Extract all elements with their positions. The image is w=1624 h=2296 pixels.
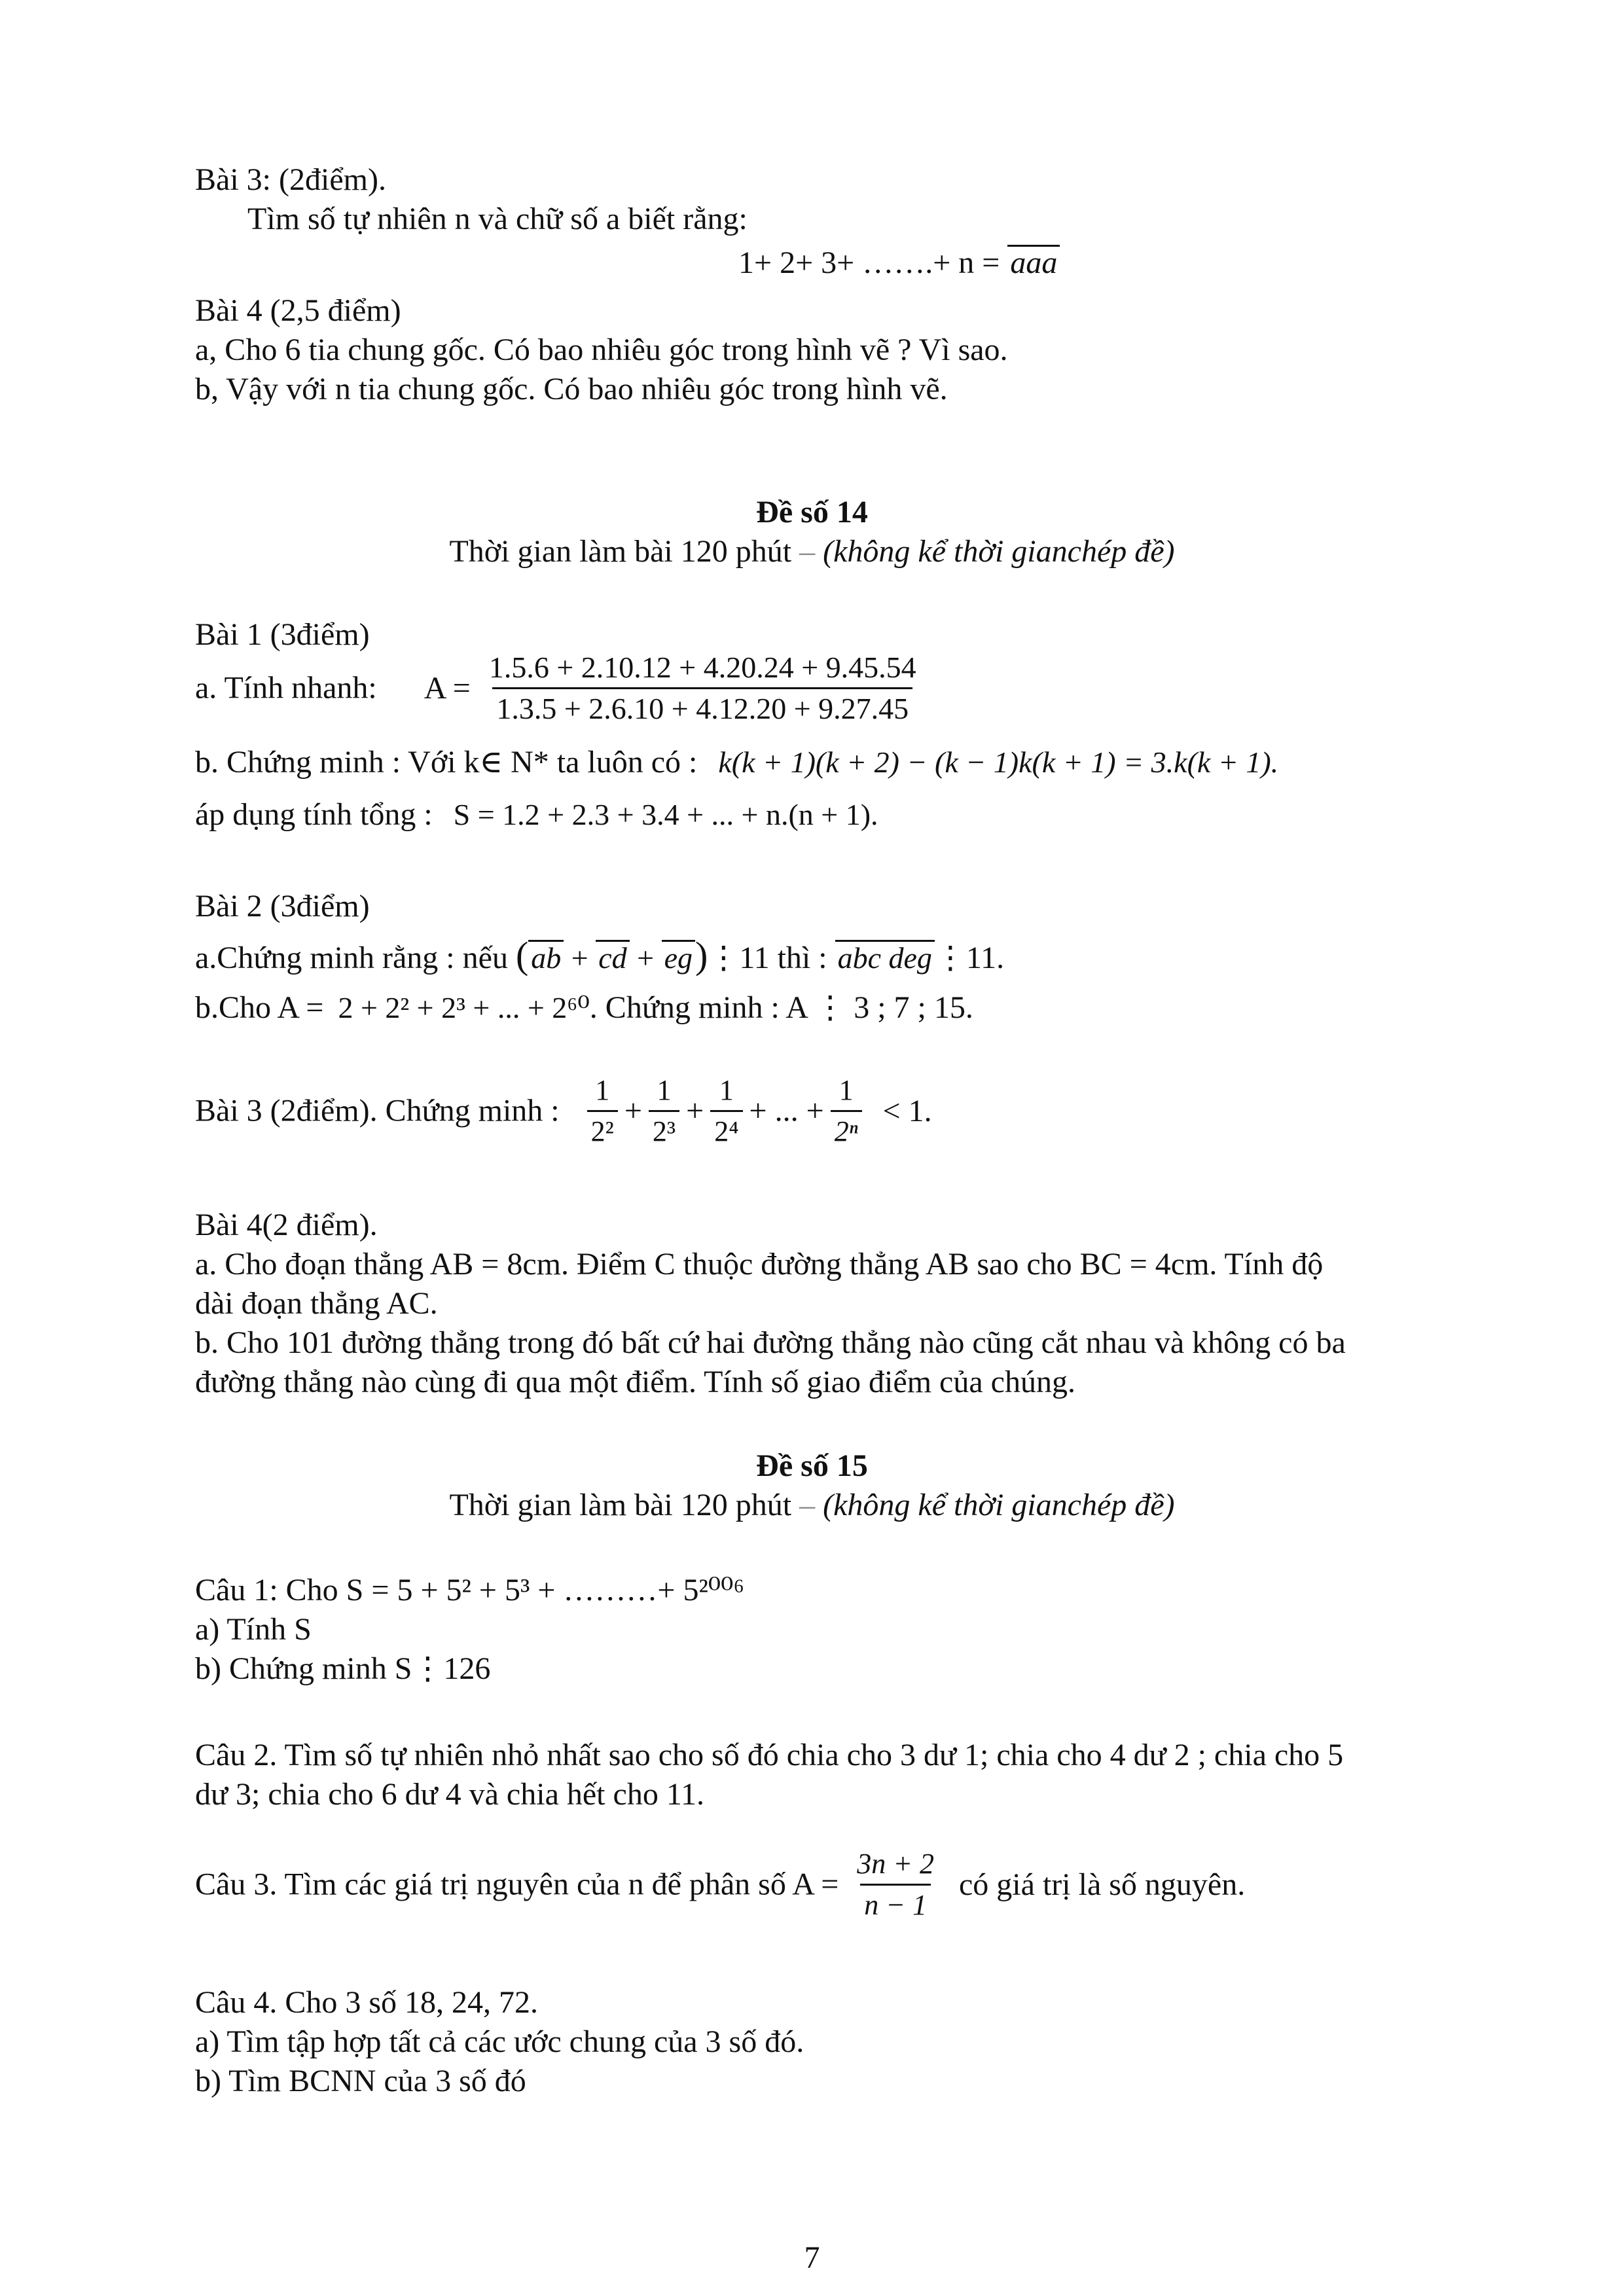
de14-time	[0, 532, 1624, 571]
de14-bai1-a-var: A =	[424, 670, 471, 706]
de14-bai2-a-div1: ⋮11 thì :	[708, 941, 827, 975]
de14-bai3-frac-3-num: 1	[719, 1074, 734, 1106]
de15-time-text: Thời gian làm bài 120 phút	[449, 1488, 792, 1522]
de15-cau3-label: Câu 3. Tìm các giá trị nguyên của n để phân số A =	[195, 1867, 839, 1902]
de14-bai2-a-label: a.Chứng minh rằng : nếu	[195, 941, 508, 975]
de14-bai1-c-label: áp dụng tính tổng :	[195, 797, 433, 832]
de15-cau1-title: Câu 1: Cho S = 5 + 5² + 5³ + ………+ 5²⁰⁰⁶	[195, 1573, 745, 1607]
de15-heading: Đề số 15	[756, 1448, 868, 1483]
de14-bai3-frac-1	[587, 1072, 618, 1150]
de14-bai1-c-formula: S = 1.2 + 2.3 + 3.4 + ... + n.(n + 1).	[453, 798, 878, 831]
de14-bai4-b2: đường thẳng nào cùng đi qua một điểm. Tính số giao điểm của chúng.	[195, 1365, 1075, 1399]
de14-bai4-a1: a. Cho đoạn thẳng AB = 8cm. Điểm C thuộc đường thẳng AB sao cho BC = 4cm. Tính độ	[195, 1247, 1324, 1282]
de14-heading: Đề số 14	[756, 495, 868, 529]
de15-cau2-l1: Câu 2. Tìm số tự nhiên nhỏ nhất sao cho số đó chia cho 3 dư 1; chia cho 4 dư 2 ; chia cho 5	[195, 1738, 1344, 1772]
de14-bai3-plus-2: +	[686, 1093, 704, 1128]
de14-bai2-a-abcdeg: abc deg	[835, 940, 935, 975]
de14-bai1-a-numerator: 1.5.6 + 2.10.12 + 4.20.24 + 9.45.54	[488, 651, 916, 684]
de15-time	[0, 1486, 1624, 1525]
de14-bai1-b-formula: k(k + 1)(k + 2) − (k − 1)k(k + 1) = 3.k(k + 1).	[718, 745, 1279, 779]
de14-bai3	[195, 1072, 932, 1150]
de15-cau4-title: Câu 4. Cho 3 số 18, 24, 72.	[195, 1985, 539, 2020]
de14-time-text: Thời gian làm bài 120 phút	[449, 534, 792, 569]
de14-bai1-a-denominator: 1.3.5 + 2.6.10 + 4.12.20 + 9.27.45	[492, 687, 912, 727]
de14-bai1-b-label: b. Chứng minh : Với k∈ N* ta luôn có :	[195, 745, 698, 780]
de14-bai1-a	[195, 649, 927, 727]
de14-bai1-a-label: a. Tính nhanh:	[195, 670, 377, 706]
bai4-prev-title: Bài 4 (2,5 điểm)	[195, 293, 401, 328]
de14-bai2-b-rest: . Chứng minh : A ⋮ 3 ; 7 ; 15.	[589, 990, 973, 1025]
de14-bai1-b	[195, 743, 1278, 782]
de14-time-dash: –	[791, 534, 823, 569]
de15-time-note: (không kể thời gianchép đề)	[823, 1488, 1175, 1522]
de14-bai3-frac-2-den: 2³	[649, 1110, 679, 1150]
de15-cau3-den: n − 1	[860, 1884, 931, 1924]
de15-cau3-rest: có giá trị là số nguyên.	[959, 1867, 1246, 1902]
bai3-title: Bài 3: (2điểm).	[195, 162, 386, 197]
de14-bai3-plus-1: +	[624, 1093, 642, 1128]
de15-cau3	[195, 1846, 1245, 1924]
de14-bai1-c	[195, 795, 878, 834]
de15-cau4-b: b) Tìm BCNN của 3 số đó	[195, 2064, 526, 2098]
de14-bai3-frac-3-den: 2⁴	[710, 1110, 742, 1150]
de14-bai3-frac-1-den: 2²	[587, 1110, 618, 1150]
bai3-eq-right: aaa	[1007, 245, 1060, 279]
de14-bai3-ellipsis: + ... +	[749, 1093, 824, 1128]
de14-bai1-title: Bài 1 (3điểm)	[195, 617, 370, 652]
de14-bai3-frac-4-num: 1	[839, 1074, 854, 1106]
de14-bai3-frac-4-den: 2ⁿ	[831, 1110, 862, 1150]
de15-cau3-fraction	[853, 1846, 938, 1924]
de14-bai3-frac-2	[649, 1072, 679, 1150]
de14-bai2-a: a.Chứng minh rằng : nếu (ab + cd + eg)⋮11 thì : abc deg⋮11.	[195, 934, 1005, 977]
de15-cau2-l2: dư 3; chia cho 6 dư 4 và chia hết cho 11.	[195, 1777, 705, 1812]
bai4-prev-a: a, Cho 6 tia chung gốc. Có bao nhiêu góc trong hình vẽ ? Vì sao.	[195, 332, 1008, 367]
de14-bai2-a-ab: ab	[528, 940, 564, 975]
de14-bai2-title: Bài 2 (3điểm)	[195, 889, 370, 924]
bai3-equation	[738, 243, 1060, 283]
de14-bai2-a-eg: eg	[662, 940, 695, 975]
de14-bai2-a-cd: cd	[596, 940, 629, 975]
de14-bai2-b	[195, 988, 973, 1028]
de14-bai4-title: Bài 4(2 điểm).	[195, 1208, 378, 1242]
bai3-text: Tìm số tự nhiên n và chữ số a biết rằng:	[247, 202, 748, 236]
de14-bai2-b-label: b.Cho A =	[195, 990, 324, 1025]
de14-bai3-frac-1-num: 1	[595, 1074, 610, 1106]
de15-cau1-b: b) Chứng minh S⋮126	[195, 1651, 491, 1686]
de14-bai1-a-fraction	[485, 649, 920, 727]
de14-bai4-a2: dài đoạn thẳng AC.	[195, 1286, 438, 1321]
de15-cau1-a: a) Tính S	[195, 1612, 312, 1647]
de14-bai3-frac-3	[710, 1072, 742, 1150]
de14-bai2-b-formula: 2 + 2² + 2³ + ... + 2⁶⁰	[338, 991, 590, 1024]
de14-bai3-frac-4	[831, 1072, 862, 1150]
de15-time-dash: –	[791, 1488, 823, 1522]
de14-bai4-b1: b. Cho 101 đường thẳng trong đó bất cứ hai đường thẳng nào cũng cắt nhau và không có ba	[195, 1325, 1346, 1360]
bai3-eq-left: 1+ 2+ 3+ …….+ n =	[738, 245, 1000, 280]
page-number: 7	[804, 2240, 820, 2275]
de15-cau3-num: 3n + 2	[857, 1848, 934, 1880]
de14-bai2-a-div2: ⋮11.	[934, 941, 1005, 975]
de14-bai3-end: < 1.	[882, 1093, 932, 1128]
de14-bai3-label: Bài 3 (2điểm). Chứng minh :	[195, 1093, 560, 1128]
de14-time-note: (không kể thời gianchép đề)	[823, 534, 1175, 569]
de14-bai3-frac-2-num: 1	[657, 1074, 672, 1106]
bai4-prev-b: b, Vậy với n tia chung gốc. Có bao nhiêu góc trong hình vẽ.	[195, 372, 948, 406]
de15-cau4-a: a) Tìm tập hợp tất cả các ước chung của 3 số đó.	[195, 2024, 804, 2059]
